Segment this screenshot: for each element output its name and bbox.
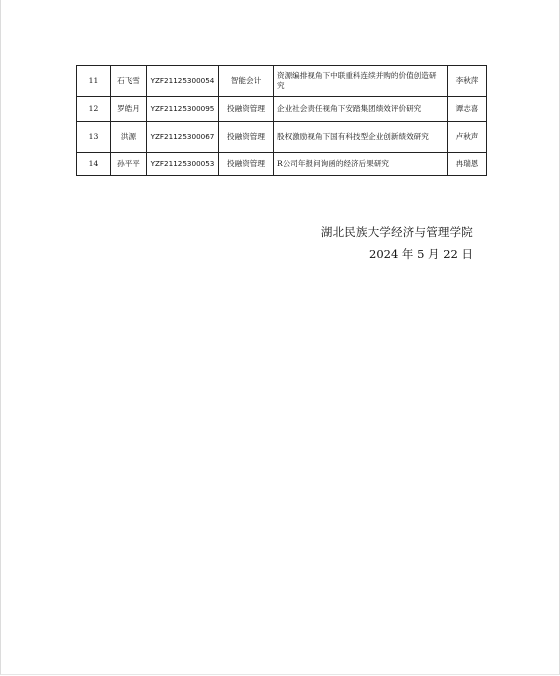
student-id: YZF21125300067	[147, 122, 219, 153]
major: 投融资管理	[219, 153, 274, 176]
advisor-name: 冉瑞恩	[448, 153, 487, 176]
thesis-title: 资源编排视角下中联重科连续并购的价值创造研究	[274, 66, 448, 97]
student-id: YZF21125300095	[147, 97, 219, 122]
student-id: YZF21125300054	[147, 66, 219, 97]
thesis-title: 企业社会责任视角下安踏集团绩效评价研究	[274, 97, 448, 122]
advisor-name: 谭志喜	[448, 97, 487, 122]
row-number: 14	[77, 153, 111, 176]
major: 投融资管理	[219, 122, 274, 153]
student-name: 石飞雪	[111, 66, 147, 97]
major: 投融资管理	[219, 97, 274, 122]
student-name: 罗皓月	[111, 97, 147, 122]
row-number: 12	[77, 97, 111, 122]
organization-name: 湖北民族大学经济与管理学院	[320, 225, 473, 239]
advisor-name: 李秋萍	[448, 66, 487, 97]
signature-block	[321, 221, 473, 265]
table-row	[77, 153, 487, 176]
major: 智能会计	[219, 66, 274, 97]
document-date: 2024 年 5 月 22 日	[369, 247, 473, 261]
row-number: 13	[77, 122, 111, 153]
student-name: 洪源	[111, 122, 147, 153]
table-row	[77, 66, 487, 97]
table-row	[77, 122, 487, 153]
student-id: YZF21125300053	[147, 153, 219, 176]
table-row	[77, 97, 487, 122]
row-number: 11	[77, 66, 111, 97]
student-thesis-table	[76, 65, 487, 176]
advisor-name: 卢秋声	[448, 122, 487, 153]
thesis-title: R公司年报问询函的经济后果研究	[274, 153, 448, 176]
student-name: 孙平平	[111, 153, 147, 176]
thesis-title: 股权激励视角下国有科技型企业创新绩效研究	[274, 122, 448, 153]
